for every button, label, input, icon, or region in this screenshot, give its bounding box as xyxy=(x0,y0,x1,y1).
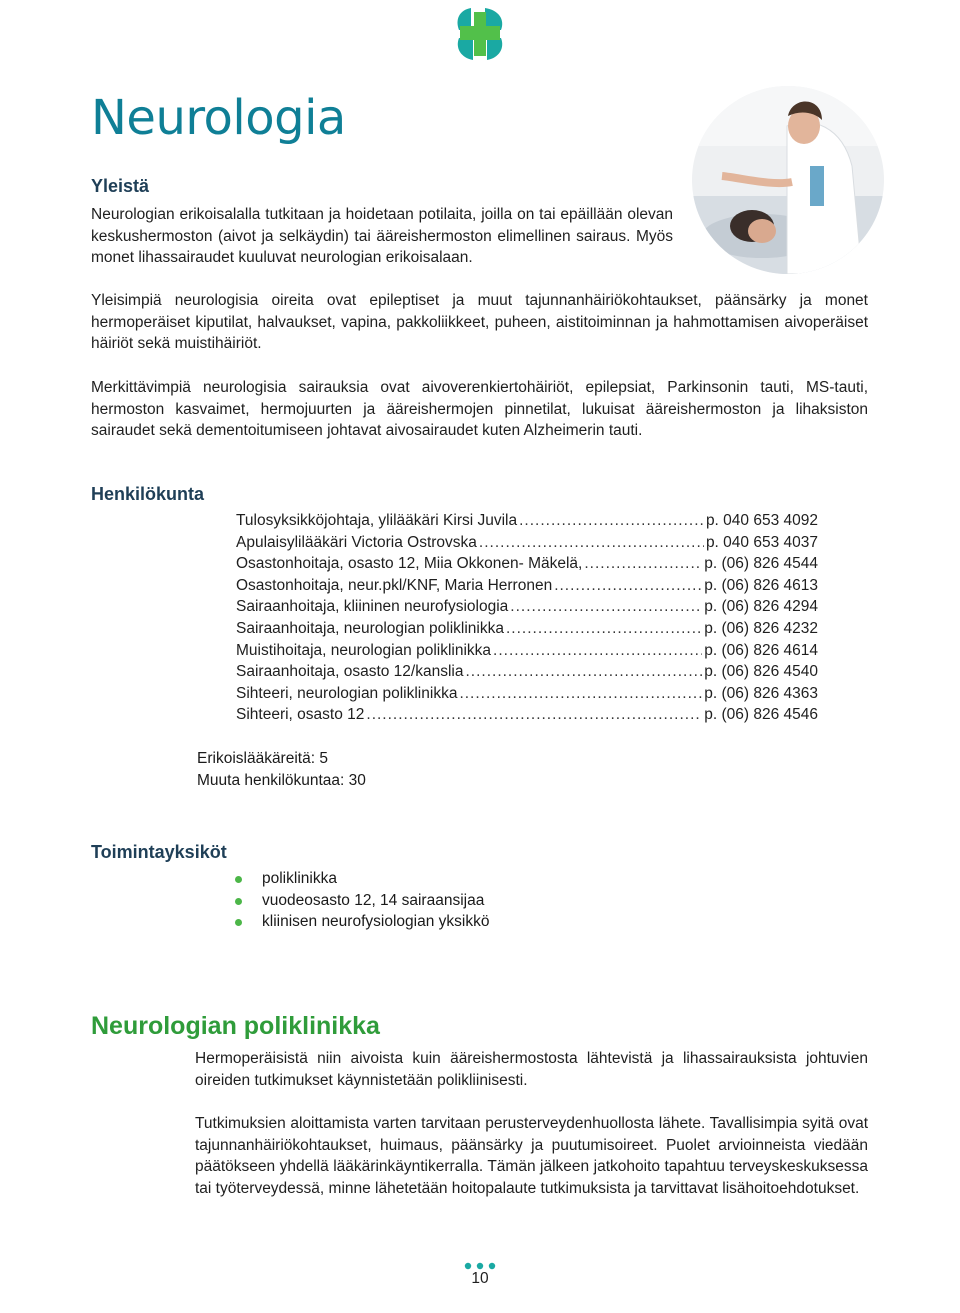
leader-dots xyxy=(479,532,704,554)
bullet-icon xyxy=(235,898,242,905)
bullet-icon xyxy=(235,919,242,926)
staff-role: Tulosyksikköjohtaja, ylilääkäri Kirsi Juvila xyxy=(236,512,518,529)
units-list xyxy=(232,868,489,933)
leader-dots xyxy=(554,575,702,597)
staff-row xyxy=(236,532,818,554)
page-title: Neurologia xyxy=(91,90,346,146)
clinic-heading: Neurologian poliklinikka xyxy=(91,1012,380,1040)
staff-row xyxy=(236,510,818,532)
page-number: 10 xyxy=(471,1270,489,1287)
specialists-count: Erikoislääkäreitä: 5 xyxy=(197,750,328,767)
staff-row xyxy=(236,704,818,726)
staff-row xyxy=(236,618,818,640)
leader-dots xyxy=(465,661,702,683)
list-item xyxy=(232,911,489,933)
staff-row xyxy=(236,661,818,683)
staff-role: Sihteeri, neurologian poliklinikka xyxy=(236,684,458,702)
symptoms-paragraph: Yleisimpiä neurologisia oireita ovat epileptiset ja muut tajunnanhäiriökohtaukset, päänsärky ja monet hermoperäiset kiputilat, halvaukset, vapina, pakkoliikkeet, puheen, aistitoiminnan ja hahmottamisen aivoperäiset häiriöt sekä muistihäiriöt. xyxy=(91,292,868,353)
leader-dots xyxy=(506,618,702,640)
intro-paragraph: Neurologian erikoisalalla tutkitaan ja hoidetaan potilaita, joilla on tai epäillään olevan keskushermoston (aivot ja selkäydin) tai ääreishermoston elimellinen sairaus. Myös monet lihassairaudet kuuluvat neurologian erikoisalaan. xyxy=(91,206,673,267)
leader-dots xyxy=(584,553,702,575)
staff-row xyxy=(236,640,818,662)
doctor-examining-patient-photo xyxy=(692,86,884,274)
staff-phone: p. (06) 826 4232 xyxy=(704,619,818,637)
clinic-paragraph-2: Tutkimuksien aloittamista varten tarvitaan perusterveydenhuollosta lähete. Tavallisimpia syitä ovat tajunnanhäiriökohtaukset, huimaus, päänsärky ja puutumisoireet. Puolet arvioinneista viedään päätökseen yhdellä lääkärinkäyntikerralla. Tämän jälkeen jatkohoito tapahtuu terveyskeskuksessa tai työterveydessä, minne lähetetään hoitopalaute tutkimuksista ja tarvittavat lisähoitoehdotukset. xyxy=(195,1115,868,1197)
staff-phone: p. (06) 826 4294 xyxy=(704,598,818,616)
leader-dots xyxy=(510,596,702,618)
staff-role: Apulaisylilääkäri Victoria Ostrovska xyxy=(236,533,477,551)
staff-role: Muistihoitaja, neurologian poliklinikka xyxy=(236,641,492,659)
units-heading: Toimintayksiköt xyxy=(91,842,227,862)
bullet-icon xyxy=(235,876,242,883)
green-cross-logo xyxy=(449,4,511,62)
staff-phone: p. (06) 826 4613 xyxy=(704,576,818,594)
staff-role: Sairaanhoitaja, kliininen neurofysiologia xyxy=(236,598,509,616)
staff-phone: p. (06) 826 4544 xyxy=(704,555,818,573)
clinic-paragraph-1: Hermoperäisistä niin aivoista kuin ääreishermostosta lähtevistä ja lihassairauksista johtuvien oireiden tutkimukset käynnistetään polikliinisesti. xyxy=(195,1050,868,1089)
leader-dots xyxy=(493,640,702,662)
staff-counts xyxy=(197,748,366,791)
leader-dots xyxy=(519,510,704,532)
unit-label: kliinisen neurofysiologian yksikkö xyxy=(262,913,490,931)
staff-phone: p. 040 653 4037 xyxy=(705,533,818,551)
unit-label: vuodeosasto 12, 14 sairaansijaa xyxy=(262,891,485,909)
staff-phone: p. (06) 826 4614 xyxy=(704,641,818,659)
leader-dots xyxy=(366,704,702,726)
staff-heading: Henkilökunta xyxy=(91,484,205,504)
staff-phone: p. (06) 826 4540 xyxy=(704,663,818,681)
staff-phone: p. (06) 826 4546 xyxy=(704,706,818,724)
staff-role: Sihteeri, osasto 12 xyxy=(236,706,365,724)
general-heading: Yleistä xyxy=(91,176,150,196)
staff-role: Osastonhoitaja, osasto 12, Miia Okkonen- Mäkelä, xyxy=(236,555,583,573)
staff-phone: p. 040 653 4092 xyxy=(705,512,818,529)
leader-dots xyxy=(459,683,702,705)
staff-row xyxy=(236,683,818,705)
diseases-paragraph: Merkittävimpiä neurologisia sairauksia ovat aivoverenkiertohäiriöt, epilepsiat, Parkinsonin tauti, MS-tauti, hermoston kasvaimet, hermojuurten ja ääreishermojen pinnetilat, lukuisat ääreishermoston ja lihaksiston sairaudet sekä dementoitumiseen johtavat aivosairaudet kuten Alzheimerin tauti. xyxy=(91,379,868,440)
staff-row xyxy=(236,596,818,618)
staff-phone: p. (06) 826 4363 xyxy=(704,684,818,702)
unit-label: poliklinikka xyxy=(262,870,337,887)
other-staff-count: Muuta henkilökuntaa: 30 xyxy=(197,771,366,789)
list-item xyxy=(232,890,489,912)
staff-list xyxy=(236,510,818,726)
staff-role: Osastonhoitaja, neur.pkl/KNF, Maria Herronen xyxy=(236,576,553,594)
staff-row xyxy=(236,553,818,575)
list-item xyxy=(232,868,489,890)
staff-row xyxy=(236,575,818,597)
staff-role: Sairaanhoitaja, neurologian poliklinikka xyxy=(236,619,504,637)
staff-role: Sairaanhoitaja, osasto 12/kanslia xyxy=(236,663,464,681)
